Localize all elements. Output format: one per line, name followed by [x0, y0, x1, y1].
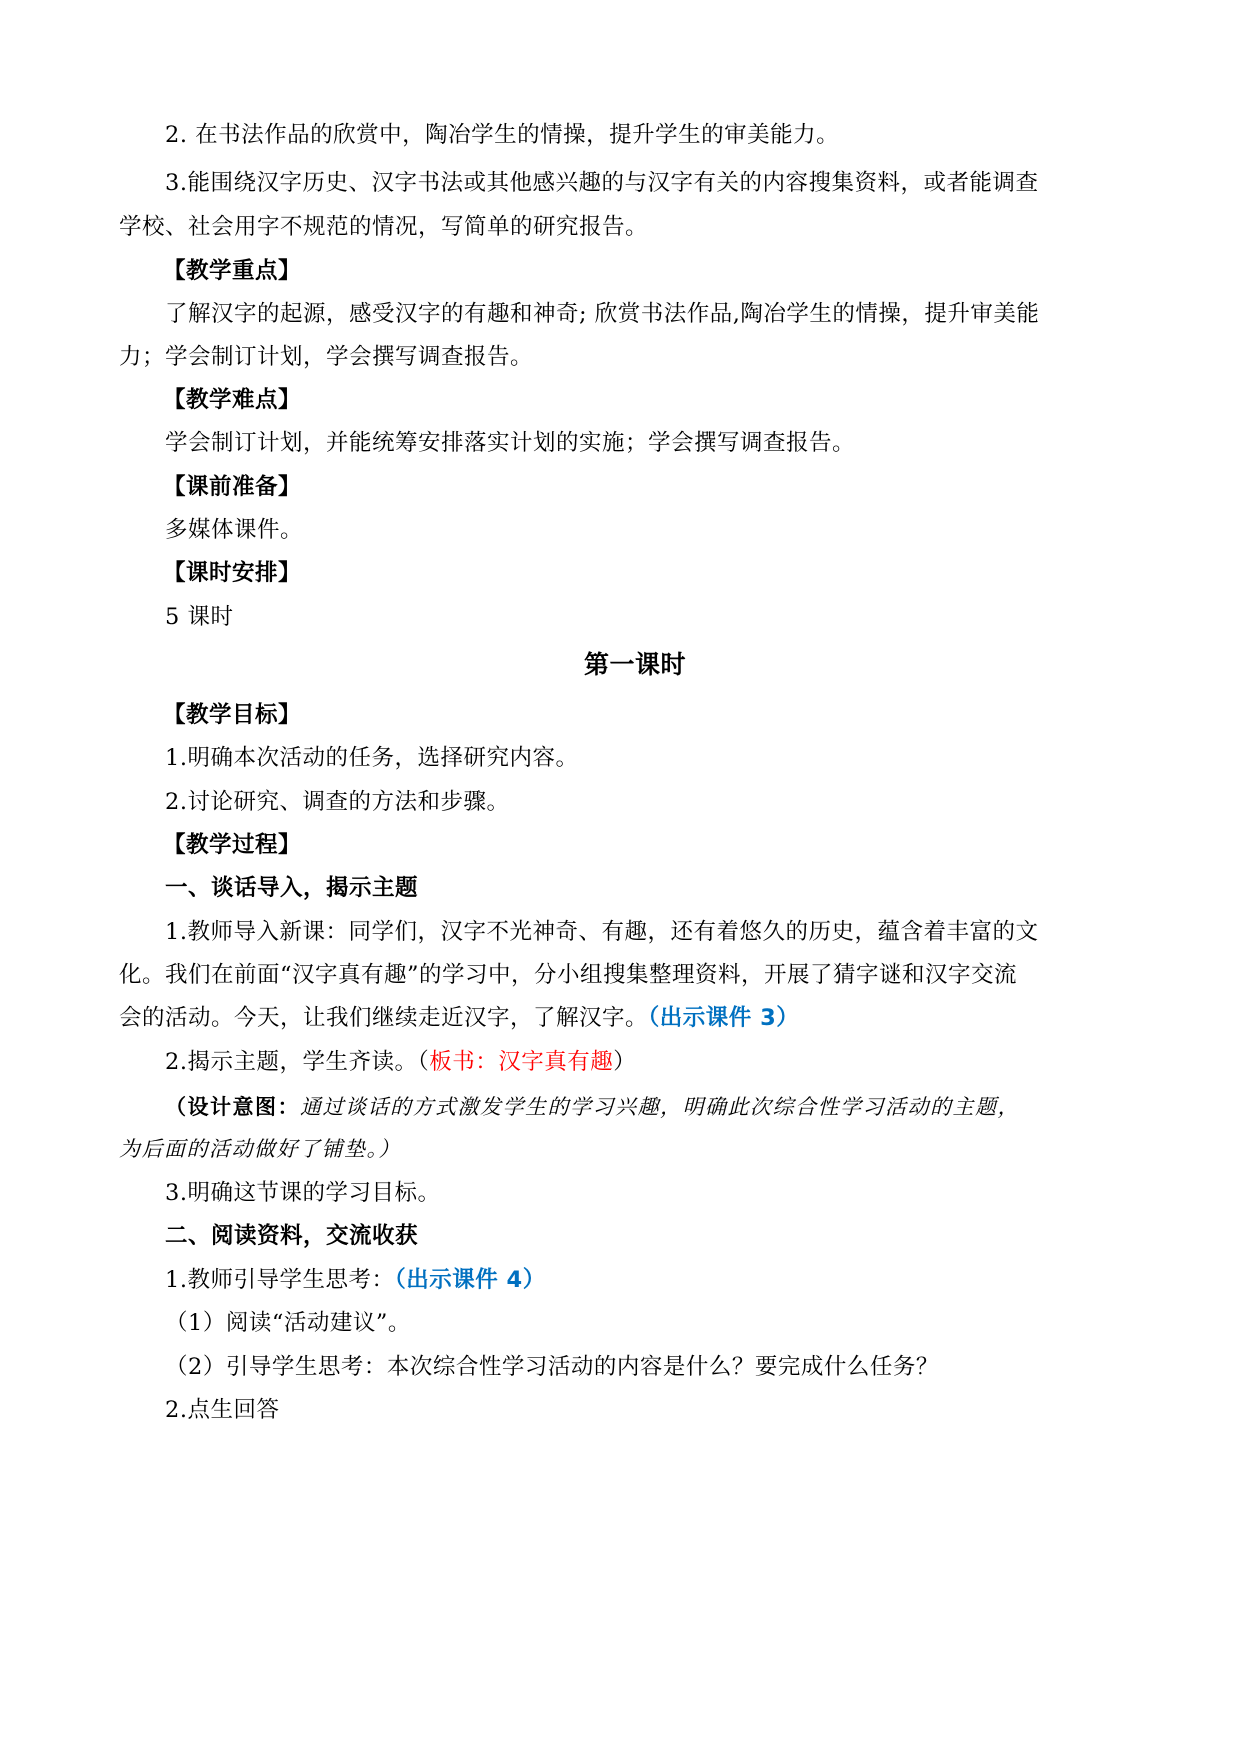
- courseware-4-tag: （出示课件 4）: [394, 1267, 546, 1293]
- schedule-text: 5 课时: [165, 604, 234, 630]
- key-points-line1: 了解汉字的起源，感受汉字的有趣和神奇; 欣赏书法作品,陶冶学生的情操，提升审美能: [165, 301, 1040, 327]
- design-intent-label: （设计意图：: [165, 1095, 300, 1119]
- courseware-3-tag: （出示课件 3）: [648, 1005, 800, 1031]
- part1-para2: [165, 1047, 636, 1077]
- part1-para1-line3-text: 会的活动。今天，让我们继续走近汉字，了解汉字。: [119, 1005, 649, 1031]
- part2-question-2: （2）引导学生思考：本次综合性学习活动的内容是什么？要完成什么任务？: [165, 1354, 939, 1380]
- part1-para1-line1: 1.教师导入新课：同学们，汉字不光神奇、有趣，还有着悠久的历史，蕴含着丰富的文: [165, 919, 1039, 945]
- goals-heading: 【教学目标】: [163, 702, 302, 728]
- goal-item-1: 1.明确本次活动的任务，选择研究内容。: [165, 745, 579, 771]
- schedule-heading: 【课时安排】: [163, 560, 302, 586]
- design-intent-line1: [165, 1092, 1020, 1122]
- process-heading: 【教学过程】: [163, 832, 302, 858]
- part2-para1: [165, 1265, 546, 1295]
- part2-para2: 2.点生回答: [165, 1397, 280, 1423]
- part1-para2-text: 2.揭示主题，学生齐读。（: [165, 1049, 430, 1075]
- preparation-text: 多媒体课件。: [165, 517, 304, 543]
- part2-heading: 二、阅读资料，交流收获: [165, 1223, 419, 1249]
- design-intent-line2: 为后面的活动做好了铺垫。）: [119, 1137, 401, 1161]
- goal-item-2: 2.讨论研究、调查的方法和步骤。: [165, 789, 510, 815]
- difficulties-heading: 【教学难点】: [163, 387, 302, 413]
- part1-heading: 一、谈话导入，揭示主题: [165, 875, 419, 901]
- part1-para1-line3: [119, 1003, 799, 1033]
- lesson-title: 第一课时: [584, 650, 687, 679]
- part2-question-1: （1）阅读“活动建议”。: [165, 1310, 411, 1336]
- objective-item-3-line2: 学校、社会用字不规范的情况，写简单的研究报告。: [119, 214, 649, 240]
- objective-item-2: 2. 在书法作品的欣赏中，陶冶学生的情操，提升学生的审美能力。: [165, 122, 840, 148]
- part1-para2-close: ）: [613, 1049, 637, 1075]
- objective-item-3-line1: 3.能围绕汉字历史、汉字书法或其他感兴趣的与汉字有关的内容搜集资料，或者能调查: [165, 170, 1039, 196]
- design-intent-line1-text: 通过谈话的方式激发学生的学习兴趣，明确此次综合性学习活动的主题，: [300, 1095, 1020, 1119]
- board-writing: 板书：汉字真有趣: [429, 1049, 614, 1075]
- part2-para1-text: 1.教师引导学生思考：: [165, 1267, 395, 1293]
- key-points-line2: 力；学会制订计划，学会撰写调查报告。: [119, 344, 534, 370]
- key-points-heading: 【教学重点】: [163, 258, 302, 284]
- part1-para1-line2: 化。我们在前面“汉字真有趣”的学习中，分小组搜集整理资料，开展了猜字谜和汉字交流: [119, 962, 1018, 988]
- preparation-heading: 【课前准备】: [163, 474, 302, 500]
- difficulties-text: 学会制订计划，并能统筹安排落实计划的实施；学会撰写调查报告。: [165, 430, 856, 456]
- part1-para3: 3.明确这节课的学习目标。: [165, 1180, 441, 1206]
